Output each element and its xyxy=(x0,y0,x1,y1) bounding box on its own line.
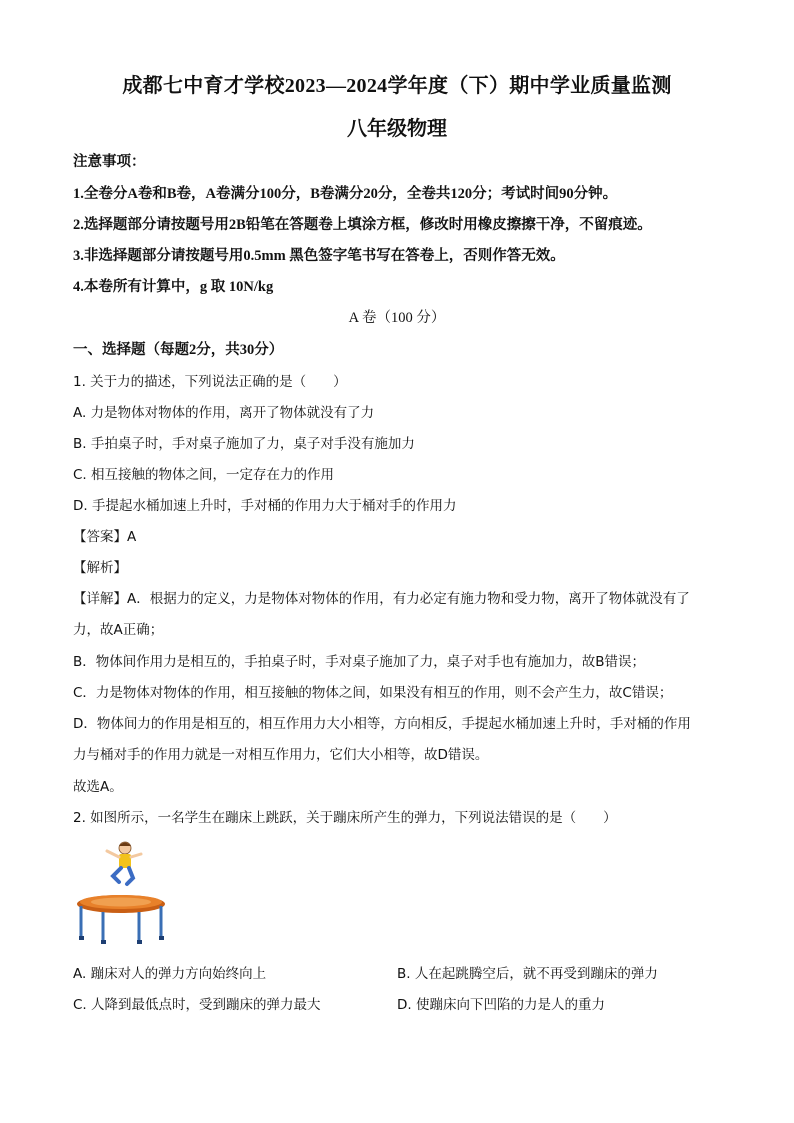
part-1-heading: 一、选择题（每题2分，共30分） xyxy=(73,342,284,358)
section-a-title: A 卷（100 分） xyxy=(348,310,446,326)
q2-option-c: C. 人降到最低点时，受到蹦床的弹力最大 xyxy=(73,997,321,1013)
q1-detail-line: 力与桶对手的作用力就是一对相互作用力，它们大小相等，故D错误。 xyxy=(73,747,489,763)
notice-item-1: 1.全卷分A卷和B卷，A卷满分100分，B卷满分20分，全卷共120分；考试时间90分钟。 xyxy=(73,186,618,202)
q2-option-a: A. 蹦床对人的弹力方向始终向上 xyxy=(73,966,267,982)
trampoline xyxy=(77,895,165,944)
q1-detail-line: 力，故A正确； xyxy=(73,622,164,638)
q1-analysis-label: 【解析】 xyxy=(73,560,127,576)
notice-heading: 注意事项： xyxy=(73,154,146,170)
q2-stem: 2. 如图所示，一名学生在蹦床上跳跃，关于蹦床所产生的弹力，下列说法错误的是（ ） xyxy=(73,810,617,826)
q2-option-b: B. 人在起跳腾空后，就不再受到蹦床的弹力 xyxy=(397,966,658,982)
q1-detail-line: D．物体间力的作用是相互的，相互作用力大小相等，方向相反，手提起水桶加速上升时，手对桶的作用 xyxy=(73,716,691,732)
notice-item-2: 2.选择题部分请按题号用2B铅笔在答题卷上填涂方框，修改时用橡皮擦擦干净，不留痕迹。 xyxy=(73,217,652,233)
exam-subtitle: 八年级物理 xyxy=(347,118,447,140)
q1-option-b: B. 手拍桌子时，手对桌子施加了力，桌子对手没有施加力 xyxy=(73,436,415,452)
jumper-figure xyxy=(107,842,141,884)
q1-detail-line: B．物体间作用力是相互的，手拍桌子时，手对桌子施加了力，桌子对手也有施加力，故B错误； xyxy=(73,654,646,670)
q1-answer: 【答案】A xyxy=(73,529,137,545)
q1-detail-line: C．力是物体对物体的作用，相互接触的物体之间，如果没有相互的作用，则不会产生力，故C错误； xyxy=(73,685,673,701)
q1-option-c: C. 相互接触的物体之间，一定存在力的作用 xyxy=(73,467,335,483)
q2-option-d: D. 使蹦床向下凹陷的力是人的重力 xyxy=(397,997,605,1013)
exam-title: 成都七中育才学校2023—2024学年度（下）期中学业质量监测 xyxy=(122,75,672,97)
notice-item-3: 3.非选择题部分请按题号用0.5mm 黑色签字笔书写在答卷上，否则作答无效。 xyxy=(73,248,565,264)
notice-item-4: 4.本卷所有计算中，g 取 10N/kg xyxy=(73,279,274,295)
q1-option-d: D. 手提起水桶加速上升时，手对桶的作用力大于桶对手的作用力 xyxy=(73,498,457,514)
q1-conclusion: 故选A。 xyxy=(73,779,123,795)
q1-detail-line: 【详解】A．根据力的定义，力是物体对物体的作用，有力必定有施力物和受力物，离开了物体就没有了 xyxy=(73,591,690,607)
trampoline-figure xyxy=(73,838,169,948)
q1-stem: 1. 关于力的描述，下列说法正确的是（ ） xyxy=(73,374,347,390)
q1-option-a: A. 力是物体对物体的作用，离开了物体就没有了力 xyxy=(73,405,375,421)
